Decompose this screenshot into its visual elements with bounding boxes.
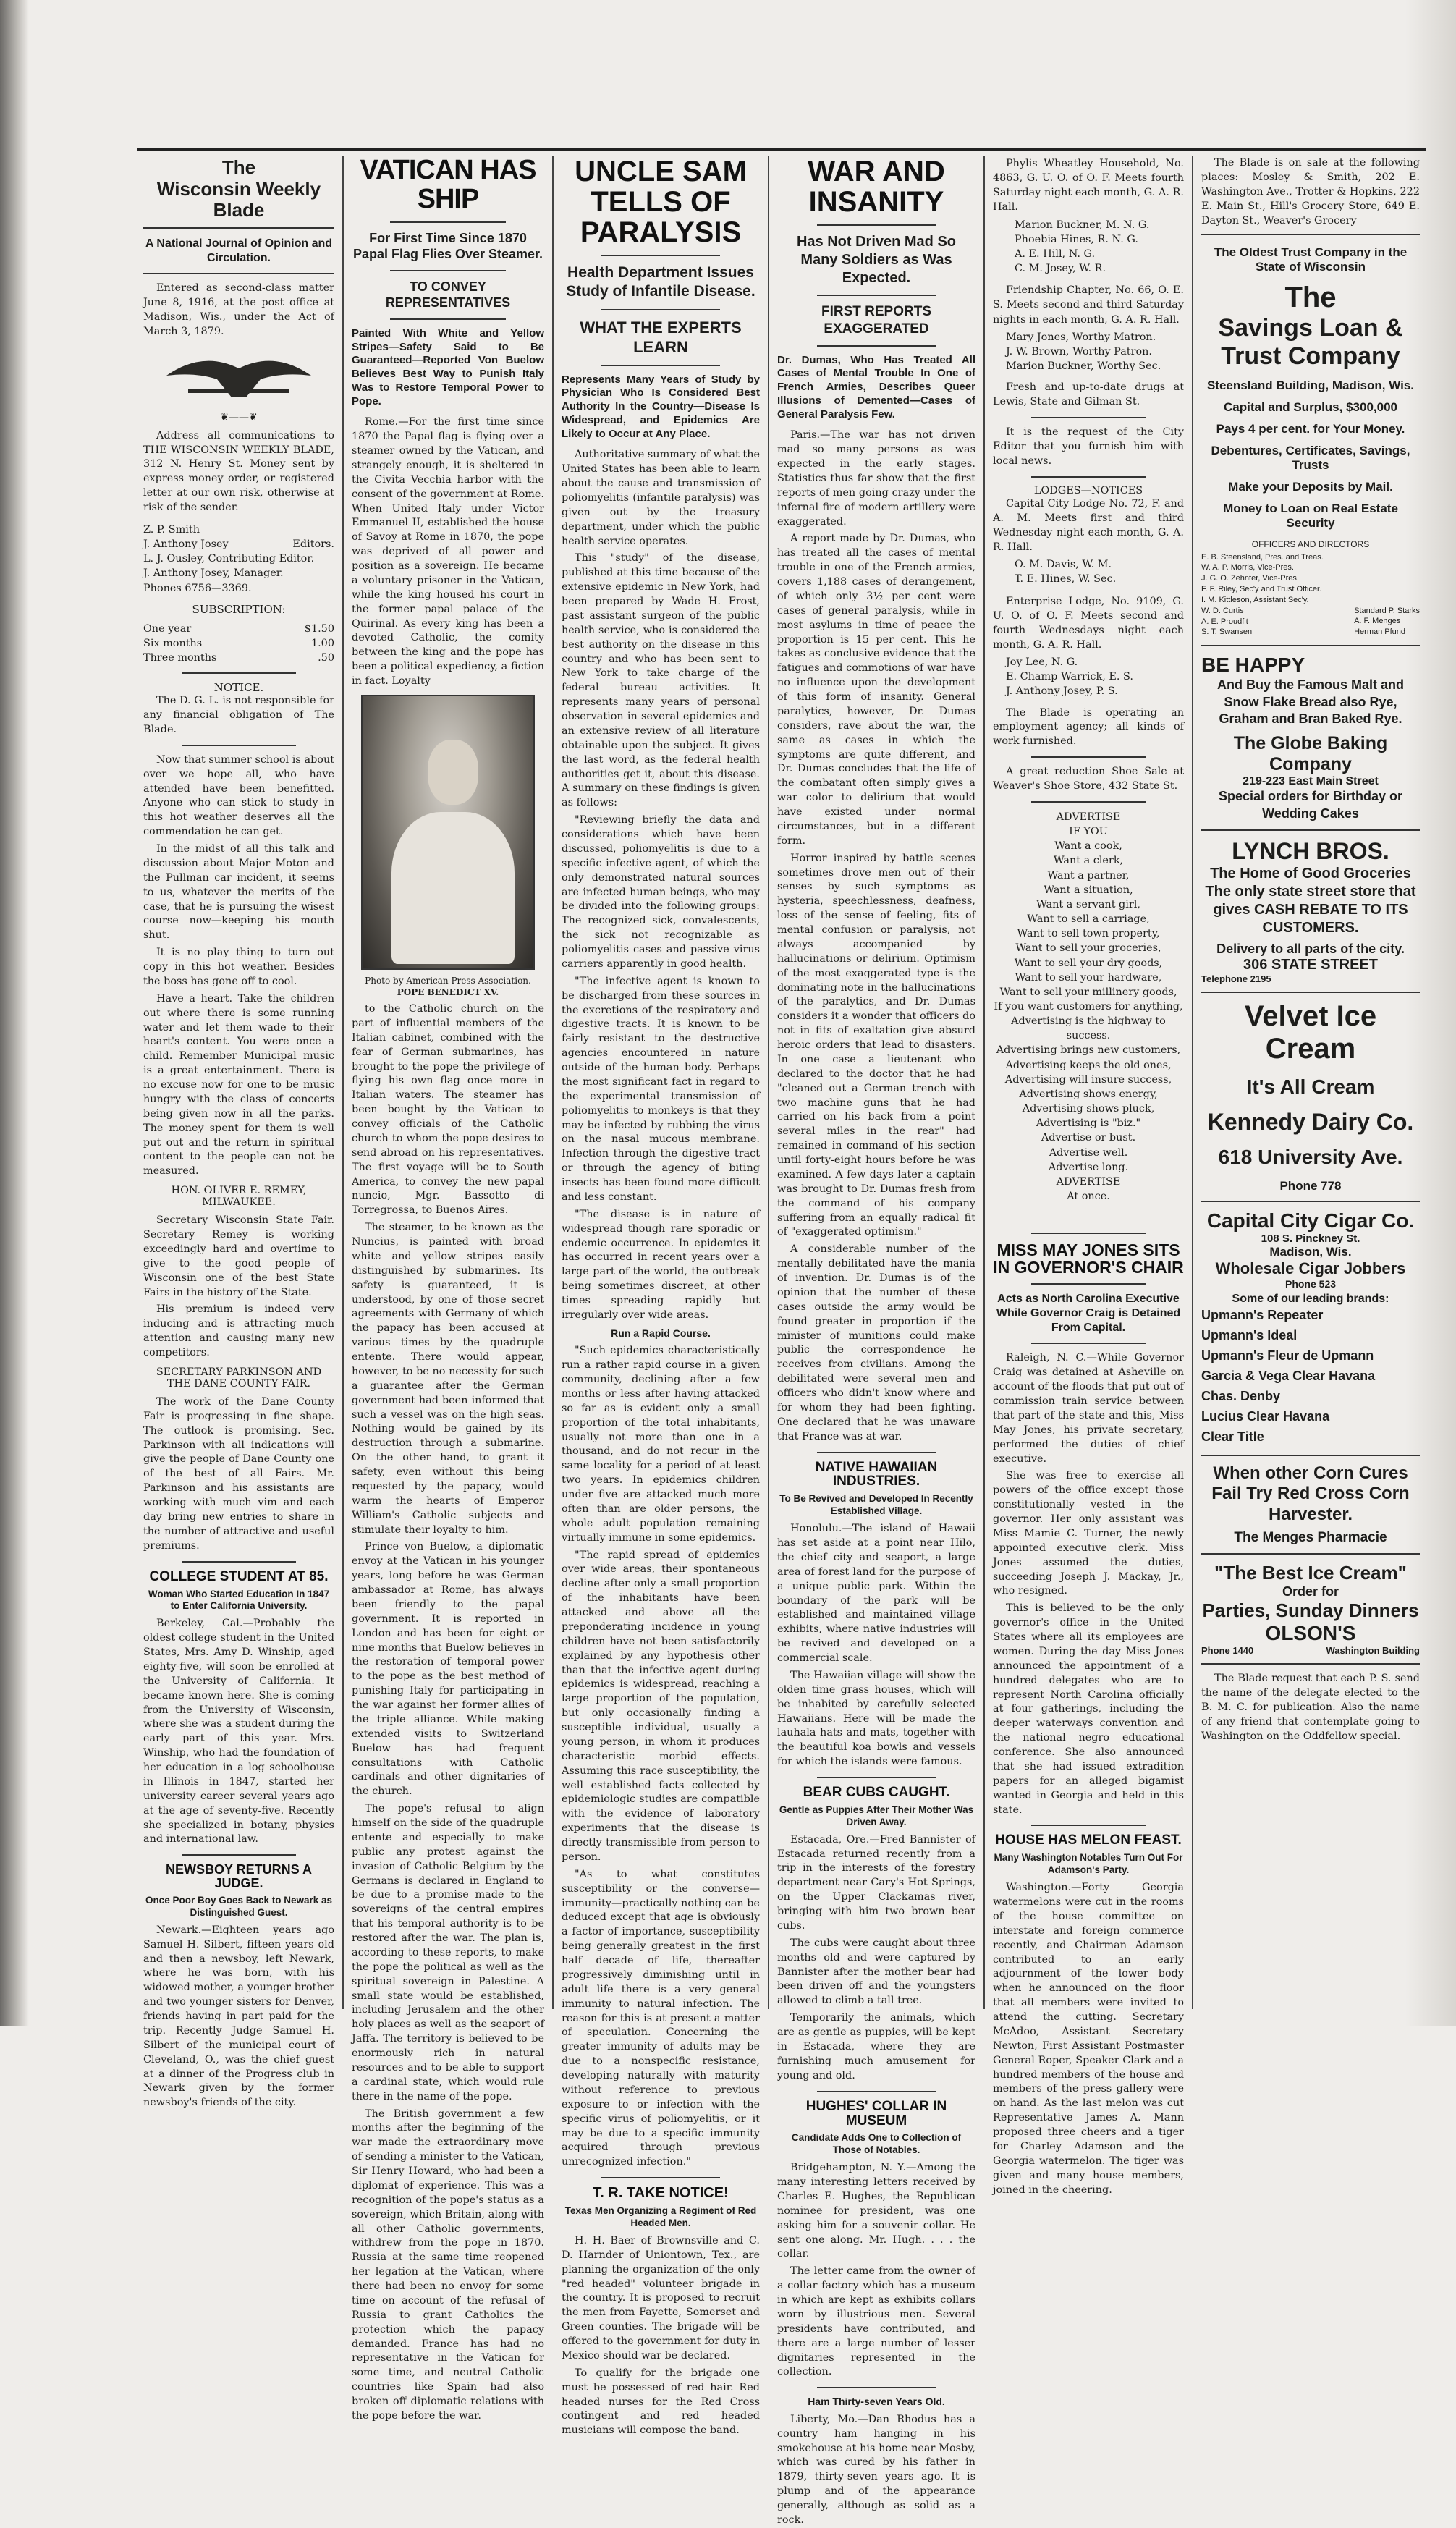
lodge-line: Marion Buckner, M. N. G.: [1015, 219, 1150, 231]
advertise-line: Advertising is the highway to success.: [1011, 1015, 1166, 1042]
advertise-line: Advertising is "biz.": [1036, 1117, 1141, 1130]
be-happy-heading: BE HAPPY: [1201, 654, 1305, 677]
bakery-name: The Globe Baking Company: [1233, 733, 1388, 775]
velvet-sub: It's All Cream: [1246, 1075, 1375, 1099]
column-vatican: [346, 155, 550, 2422]
lodge-line: J. W. Brown, Worthy Patron.: [1006, 345, 1152, 358]
pharmacy-name: The Menges Pharmacie: [1234, 1529, 1387, 1545]
lodge-line: Capital City Lodge No. 72, F. and A. M. Meets first and third Wednesday night each month, G. A. R. Hall.: [993, 497, 1184, 554]
column-war-insanity: [771, 156, 981, 2526]
delegate-request: The Blade request that each P. S. send the name of the delegate elected to the B. M. C. for publication. Also the name of any friend that contemplate going to Washington on the Oddfellow special.: [1201, 1673, 1420, 1742]
advertise-line: At once.: [1067, 1191, 1110, 1203]
advertise-line: Want to sell a carriage,: [1027, 913, 1150, 926]
advertise-line: Want to sell your millinery goods,: [999, 986, 1177, 998]
column-paralysis: [556, 156, 766, 2437]
hughes-deck: Candidate Adds One to Collection of Those of Notables.: [791, 2132, 962, 2156]
shoe-sale-notice: A great reduction Shoe Sale at Weaver's Shoe Store, 432 State St.: [993, 766, 1184, 792]
icecream-heading: "The Best Ice Cream": [1214, 1561, 1407, 1584]
notice-heading: NOTICE.: [213, 681, 264, 695]
hawaii-deck: To Be Revived and Developed In Recently Established Village.: [779, 1493, 973, 1517]
masthead-the: The: [221, 156, 256, 178]
trust-tagline: The Oldest Trust Company in the State of Wisconsin: [1214, 245, 1408, 274]
lynch-phone: Telephone 2195: [1201, 973, 1271, 985]
vatican-headline: VATICAN HAS SHIP: [360, 155, 536, 214]
war-subhead: Has Not Driven Mad So Many Soldiers as Was Expected.: [796, 234, 957, 286]
lodge-line: J. Anthony Josey, P. S.: [1006, 685, 1118, 698]
vatican-deck: Painted With White and Yellow Stripes—Safety Said to Be Guaranteed—Reported Von Buelow Believes Best Way to Punish Italy Was to Restore Temporal Power to Pope.: [352, 326, 544, 407]
officer-line: E. B. Steensland, Pres. and Treas.: [1201, 552, 1324, 562]
lodge-line: Phylis Wheatley Household, No. 4863, G. U. O. of O. F. Meets fourth Saturday night each month, G. A. R. Hall.: [993, 158, 1184, 214]
brands-list: [1201, 1306, 1420, 1447]
officer-line: Herman Pfund: [1354, 627, 1406, 637]
bakery-ad: [1201, 646, 1420, 831]
advertise-line: Want to sell your dry goods,: [1014, 957, 1163, 969]
staff-list: [143, 523, 334, 596]
advertise-line: Want to sell your groceries,: [1015, 942, 1161, 955]
photo-credit: Photo by American Press Association.: [365, 975, 531, 986]
advertise-line: Advertise or bust.: [1041, 1132, 1136, 1144]
hughes-headline: HUGHES' COLLAR IN MUSEUM: [805, 2098, 947, 2128]
brand-item: Upmann's Fleur de Upmann: [1201, 1348, 1374, 1364]
ornament-divider: ❦——❦: [220, 411, 258, 423]
newsboy-headline: NEWSBOY RETURNS A JUDGE.: [165, 1862, 313, 1891]
advertise-line: If you want customers for anything,: [994, 1001, 1183, 1013]
brand-item: Lucius Clear Havana: [1201, 1408, 1330, 1424]
subscription-row: One year $1.50: [143, 622, 334, 635]
paralysis-paragraph: "Reviewing briefly the data and considerations which have been discussed, poliomyelitis is due to a specific infective agent, of which the only demonstrated natural sources are infected human beings, who may be divided into the following groups: The recognized sick, convalescents, the sick not recognizable as poliomyelitis cases and passive virus carriers apparently in good health.: [562, 814, 760, 970]
officer-line: A. E. Proudfit: [1201, 617, 1248, 626]
drugs-notice: Fresh and up-to-date drugs at Lewis, State and Gilman St.: [993, 381, 1184, 408]
paralysis-subhead-2: WHAT THE EXPERTS LEARN: [580, 318, 742, 356]
paralysis-paragraph: "The infective agent is known to be discharged from these sources in the excretions of the respiratory and digestive tracts. It is known to be fairly resistant to the destructive agencies encountered in nature outside of the human body. Perhaps the most significant fact in regard to the experimental transmission of poliomyelitis to monkeys is that they may be infected by rubbing the virus on the nasal mucous membrane. Infection through the digestive tract or through the agency of biting insects has been found more difficult and less constant.: [562, 975, 760, 1203]
tr-paragraph: To qualify for the brigade one must be possessed of red hair. Red headed nurses for the Red Cross contingent and red headed musicians will compose the band.: [562, 2367, 760, 2437]
column-rule: [1192, 156, 1193, 2009]
paralysis-paragraph: "As to what constitutes susceptibility or the converse—immunity—practically nothing can be deduced except that age is obviously a factor of importance, susceptibility being generally greatest in the first half decade of life, thereafter progressively diminishing until in adult life there is a very general immunity to natural infection. The reason for this is at present a matter of speculation. Concerning the greater immunity of adults may be due to a nonspecific resistance, developing naturally with maturity without reference to previous exposure to or infection with the specific virus of poliomyelitis, or it may be due to a specific immunity acquired through previous unrecognized infection.": [562, 1868, 760, 2168]
trust-company-ad: [1201, 238, 1420, 646]
advertise-line: ADVERTISE: [1056, 1175, 1121, 1188]
cigar-city: Madison, Wis.: [1269, 1245, 1352, 1259]
war-headline: WAR AND INSANITY: [808, 156, 945, 218]
lodges-heading: LODGES—NOTICES: [1033, 484, 1143, 496]
hawaii-paragraph: The Hawaiian village will show the olden time grass houses, which will be inhabited by carefully selected Hawaiians. Here will be made the lauhala hats and mats, together with the beautiful koa bowls and vessels for which the islands were famous.: [777, 1669, 975, 1768]
subscription-heading: SUBSCRIPTION:: [192, 602, 286, 616]
advertise-block: [993, 810, 1184, 1204]
paralysis-headline: UNCLE SAM TELLS OF PARALYSIS: [575, 156, 747, 248]
advertise-line: Want a situation,: [1044, 884, 1133, 896]
entered-notice: Entered as second-class matter June 8, 1916, at the post office at Madison, Wis., under the Act of March 3, 1879.: [143, 282, 334, 337]
lynch-address: 306 STATE STREET: [1243, 957, 1378, 973]
run-course-subhead: Run a Rapid Course.: [611, 1327, 711, 1339]
editorial-paragraph: It is no play thing to turn out copy in this hot weather. Besides the boss has gone off to cool.: [143, 947, 334, 987]
advertise-line: Advertising will insure success,: [1004, 1073, 1172, 1086]
lodge-line: Joy Lee, N. G.: [1006, 656, 1078, 669]
parkinson-paragraph: The work of the Dane County Fair is progressing in fine shape. The outlook is promising. Sec. Parkinson with all indications will give the people of Dane County one of the best of all Fairs. Mr. Parkinson and his assistants are working with much vim and each day bring new entries to share in the number of attractive and useful premiums.: [143, 1395, 334, 1552]
jones-subhead: Acts as North Carolina Executive While Governor Craig is Detained From Capital.: [996, 1293, 1181, 1335]
trust-building: Steensland Building, Madison, Wis.: [1206, 378, 1415, 392]
masthead-subtitle: A National Journal of Opinion and Circulation.: [145, 237, 333, 265]
paralysis-paragraph: "The rapid spread of epidemics over wide areas, their spontaneous decline after only a small proportion of the inhabitants have been attacked and above all the preponderating incidence in young children have not been satisfactorily explained by any hypothesis other than that the infective agent during epidemics is widespread, reaching a large proportion of the population, but only occasionally finding a susceptible individual, usually a young person, in whom it produces characteristic morbid effects. Assuming this race susceptibility, the well established facts collected by epidemiologic studies are compatible with the evidence of laboratory experiments that the disease is directly transmissible from person to person.: [562, 1549, 760, 1863]
remey-paragraph: His premium is indeed very inducing and is attracting much attention and causing many new competitors.: [143, 1303, 334, 1359]
lodge-line: Enterprise Lodge, No. 9109, G. U. O. of O. F. Meets second and fourth Wednesdays night each month, G. A. R. Hall.: [993, 595, 1184, 651]
war-paragraph: Horror inspired by battle scenes sometimes drove men out of their senses by such symptoms as hysteria, speechlessness, deafness, loss of the sense of feeling, fits of mental confusion or paralysis, not always accompanied by hallucinations or delirium. Optimism of the most exaggerated type is the dominating note in the hallucinations of the paralytics, and Dr. Dumas considers it a wonder that officers do not in fits of exaltation give absurd heroic orders that lead to disasters. In one case a lieutenant who declared to the doctor that he had "cleaned out a German trench with two machine guns that he had carried on his back from a point several miles in the rear" had remained in command of his section until forty-eight hours before he was examined. A few days later a captain was brought to Dr. Dumas fresh from the command of his company suffering from an equally radical fit of "exaggerated optimism.": [777, 852, 975, 1238]
advertise-line: Advertise long.: [1048, 1161, 1129, 1173]
advertise-line: Advertising keeps the old ones,: [1005, 1059, 1172, 1071]
officer-line: Standard P. Starks: [1354, 606, 1420, 615]
jones-headline: MISS MAY JONES SITS IN GOVERNOR'S CHAIR: [993, 1240, 1184, 1277]
jones-paragraph: This is believed to be the only governor's office in the United States where all its employees are women. During the day Miss Jones announced the appointment of a hundred delegates who are to represent North Carolina officially at four gatherings, including the deeper waterways convention and the national negro educational conference. She also announced that she had issued extradition papers for an alleged bigamist wanted in Georgia and held in this state.: [993, 1602, 1184, 1816]
editorial-paragraph: Now that summer school is about over we hope all, who have attended have been benefitted. Anyone who can stick to study in this hot weather deserves all the commendation he can get.: [143, 753, 334, 838]
advertise-line: Want a clerk,: [1053, 855, 1124, 867]
newsboy-paragraph: Newark.—Eighteen years ago Samuel H. Silbert, fifteen years old and then a newsboy, left Newark, where he was born, with his widowed mother, a younger brother and two younger sisters for Denver, friends having in part paid for the trip. Recently Judge Samuel H. Silbert of the municipal court of Cleveland, O., was the chief guest at a dinner of the Progress club in Newark given by the former newsboy's friends of the city.: [143, 1924, 334, 2109]
melon-headline: HOUSE HAS MELON FEAST.: [995, 1832, 1182, 1848]
paralysis-paragraph: "Such epidemics characteristically run a rather rapid course in a given community, declining after a few months or less after having attacked so far as is evident only a small proportion of the total inhabitants, usually not more than one in a thousand, and do not recur in the same locality for a period of at least two years. In epidemics children under five are attacked much more often than are older persons, the whole adult population remaining virtually immune in some epidemics.: [562, 1345, 760, 1544]
officer-line: A. F. Menges: [1354, 617, 1401, 626]
velvet-phone: Phone 778: [1279, 1179, 1342, 1193]
tr-deck: Texas Men Organizing a Regiment of Red Headed Men.: [564, 2205, 757, 2228]
newspaper-page: [137, 148, 1426, 2526]
officer-line: F. F. Riley, Sec'y and Trust Officer.: [1201, 585, 1322, 594]
vatican-paragraph: Prince von Buelow, a diplomatic envoy at the Vatican in his younger years, long before he was German ambassador at Rome, has always been friendly to the papal government. It is reported in London and has been for eight or nine months that Buelow believes in the restoration of temporal power to the pope as the best method of punishing Italy for participating in the war against her former allies of the triple alliance. While making extended visits to Switzerland Buelow has had frequent consultations with Catholic cardinals and other dignitaries of the church.: [352, 1541, 544, 1798]
vatican-paragraph: The steamer, to be known as the Nuncius, is painted with broad white and yellow stripes easily distinguished by submarines. Its safety is guaranteed, it is understood, by one of those secret agreements with Germany of which the papacy has been accused at various times by the quadruple entente. There would appear, however, to be no necessity for such a guarantee after the German government had been informed that such a vessel was on the high seas. Nothing would be gained by its destruction through a submarine. On the other hand, to grant it safety, even without this being requested by the papacy, would warm the hearts of Emperor William's Catholic subjects and stimulate their loyalty to him.: [352, 1222, 544, 1536]
officers-list: [1201, 552, 1420, 638]
lodges-list: [993, 496, 1184, 699]
lodge-line: C. M. Josey, W. R.: [1015, 263, 1106, 275]
remey-paragraph: Secretary Wisconsin State Fair. Secretary Remey is working exceedingly hard and overtime to give to the good people of Wisconsin one of the best State Fairs in the history of the State.: [143, 1214, 334, 1298]
advertise-line: Advertise well.: [1049, 1146, 1128, 1159]
ham-paragraph: Liberty, Mo.—Dan Rhodus has a country ham hanging in his smokehouse at his home near Mosby, which was cured by his father in 1879, thirty-seven years ago. It is plump and of the appearance generally, although as solid as a rock.: [777, 2413, 975, 2526]
staff-line: Z. P. Smith: [143, 523, 200, 536]
column-masthead: [137, 156, 340, 2109]
trust-loan: Money to Loan on Real Estate Security: [1223, 501, 1398, 530]
officer-line: J. G. O. Zehnter, Vice-Pres.: [1201, 574, 1299, 583]
brand-item: Chas. Denby: [1201, 1388, 1281, 1403]
lynch-ad: [1201, 831, 1420, 993]
bear-deck: Gentle as Puppies After Their Mother Was Driven Away.: [779, 1804, 974, 1827]
bakery-address: 219-223 East Main Street: [1243, 775, 1379, 788]
column-advertisements: [1195, 156, 1426, 2009]
icecream-parties: Parties, Sunday Dinners: [1202, 1599, 1419, 1621]
corn-heading: When other Corn Cures Fail Try Red Cross Corn Harvester.: [1211, 1463, 1410, 1525]
advertise-line: Want to sell your hardware,: [1015, 971, 1162, 984]
vatican-paragraph: to the Catholic church on the part of influential members of the Italian cabinet, combined with the fear of German submarines, has brought to the pope the privilege of flying his own flag once more in Italian waters. The steamer has been bought by the Vatican to convey officials of the Catholic church to whom the pope desires to send abroad on his representatives. The first voyage will be to South America, to convey the new papal nuncio, Mgr. Bassotto di Torregrossa, to Buenos Aires.: [352, 1003, 544, 1217]
paralysis-subhead: Health Department Issues Study of Infantile Disease.: [566, 264, 755, 300]
advertise-line: Advertising shows energy,: [1019, 1088, 1158, 1100]
staff-line: J. Anthony Josey Editors.: [143, 538, 334, 551]
officer-line: S. T. Swansen: [1201, 627, 1253, 637]
college-headline: COLLEGE STUDENT AT 85.: [149, 1568, 329, 1584]
melon-deck: Many Washington Notables Turn Out For Adamson's Party.: [994, 1852, 1183, 1876]
column-rule: [552, 156, 554, 2009]
lynch-heading: LYNCH BROS.: [1232, 838, 1389, 865]
parkinson-heading: SECRETARY PARKINSON AND THE DANE COUNTY FAIR.: [156, 1366, 322, 1390]
velvet-address: 618 University Ave.: [1218, 1146, 1403, 1169]
officer-line: W. A. P. Morris, Vice-Pres.: [1201, 563, 1294, 572]
column-rule: [983, 156, 985, 2009]
melon-paragraph: Washington.—Forty Georgia watermelons were cut in the rooms of the house committee on interstate and foreign commerce recently, and Chairman Adamson contributed to an early adjournment of the lower body when he announced on the floor that all members were invited to attend the cutting. Secretary McAdoo, Assistant Secretary Newton, First Assistant Postmaster General Roper, Speaker Clark and a hundred members of the house and members of the press gallery were on hand. As the last melon was cut Representative James A. Mann proposed three cheers and a tiger for Charley Adamson and the Georgia watermelon. The tiger was given and many house members, joined in the cheering.: [993, 1882, 1184, 2196]
column-rule: [342, 156, 344, 2009]
brand-item: Upmann's Ideal: [1201, 1328, 1298, 1343]
lodge-list: [993, 156, 1184, 373]
staff-line: J. Anthony Josey, Manager.: [143, 567, 284, 580]
bakery-special: Special orders for Birthday or Wedding Cakes: [1218, 789, 1403, 821]
column-rule: [768, 156, 769, 2009]
advertise-line: Want a servant girl,: [1036, 898, 1140, 910]
paralysis-deck: Represents Many Years of Study by Physician Who Is Considered Best Authority In the Country—Disease Is Widespread, and Epidemics Are Likely to Occur at Any Place.: [562, 373, 760, 440]
advertise-line: Want a cook,: [1054, 840, 1122, 853]
cigar-ad: [1201, 1202, 1420, 1455]
vatican-paragraph: Rome.—For the first time since 1870 the Papal flag is flying over a steamer owned by the Vatican, and strangely enough, it is sheltered in the Civita Vecchia harbor with the consent of the government at Rome. When United Italy under Victor Emmanuel II, established the house of Savoy at Rome in 1870, the pope was deprived of all power and position as a sovereign. He became a voluntary prisoner in the Vatican, while the king housed his court in the former papal palace of the Quirinal. As every king has been a devoted Catholic, the comity between the king and the pope has been a political expediency, a fiction in fact. Loyalty: [352, 416, 544, 688]
olsons-ad: [1201, 1555, 1420, 1665]
address-notice: Address all communications to THE WISCONSIN WEEKLY BLADE, 312 N. Henry St. Money sent by express money order, or registered letter at our own risk, otherwise at risk of the sender.: [143, 429, 334, 514]
advertise-line: Advertising brings new customers,: [996, 1044, 1181, 1057]
trust-capital: Capital and Surplus, $300,000: [1224, 400, 1397, 414]
lodge-line: Phoebia Hines, R. N. G.: [1015, 233, 1138, 245]
velvet-ad: [1201, 993, 1420, 1202]
vatican-paragraph: The British government a few months after the beginning of the war made the extraordinary move of sending a minister to the Vatican, Sir Henry Howard, who had been a diplomat of experience. This was a recognition of the pope's status as a sovereign, which Britain, along with all other Catholic governments, withdrew from the pope in 1870. Russia at the same time reopened her legation at the Vatican, where there had been no envoy for some time on account of the refusal of Russia to grant Catholics the protection which the papacy demanded. France has had no representative in the Vatican for some time, and neutral Catholic countries like Spain had also broken off diplomatic relations with the pope before the war.: [352, 2108, 544, 2422]
hawaii-paragraph: Honolulu.—The island of Hawaii has set aside at a point near Hilo, the chief city and seaport, a large area of forest land for the purpose of a unique public park. Within the boundary of the park will be established and maintained village exhibits, where native industries will be revived and developed on a commercial scale.: [777, 1523, 975, 1664]
advertise-line: IF YOU: [1069, 826, 1108, 838]
vatican-paragraph: The pope's refusal to align himself on the side of the quadruple entente and especially to make public any protest against the invasion of Catholic Belgium by the Germans is declared in England to be due to a promise made to the sovereigns of the central empires that his temporal authority is to be restored after the war. The plan is, according to these reports, to make the pope the political as well as the spiritual sovereign in Palestine. A small state would be established, including Jerusalem and the other holy places as well as the seaport of Jaffa. The territory is believed to be enormously rich in natural resources and to be able to support a cardinal state, which would rule there in the name of the pope.: [352, 1803, 544, 2102]
editor-request: It is the request of the City Editor that you furnish him with local news.: [993, 426, 1184, 467]
war-deck: Dr. Dumas, Who Has Treated All Cases of Mental Trouble In One of French Armies, Describes Queer Illusions of Demented—Cases of General Paralysis Few.: [777, 353, 975, 420]
paralysis-paragraph: This "study" of the disease, published at this time because of the extensive epidemic in New York, had been prepared by Wade H. Frost, past assistant surgeon of the public health service, who is considered the best authority on the disease in this country and who has been sent to New York to take charge of the federal bureau activities. It represents many years of personal observation in several epidemics and an extensive review of all literature obtainable upon the subject. It gives the last word, as the federal health authorities get it, about this disease. A summary on these findings is given as follows:: [562, 552, 760, 809]
advertise-heading: ADVERTISE: [1056, 811, 1121, 823]
masthead-title: Wisconsin Weekly Blade: [156, 178, 321, 221]
pope-portrait-image: [361, 695, 535, 970]
bear-headline: BEAR CUBS CAUGHT.: [803, 1785, 950, 1800]
tr-paragraph: H. H. Baer of Brownsville and C. D. Harnder of Uniontown, Tex., are planning the organization of the only "red headed" volunteer brigade in the country. It is proposed to recruit the men from Fayette, Somerset and Green counties. The brigade will be offered to the government for duty in Mexico should war be declared.: [562, 2234, 760, 2362]
hawaii-headline: NATIVE HAWAIIAN INDUSTRIES.: [815, 1459, 938, 1489]
brands-heading: Some of our leading brands:: [1232, 1293, 1389, 1306]
lodge-line: Friendship Chapter, No. 66, O. E. S. Meets second and third Saturday nights in each month, G. A. R. Hall.: [993, 284, 1184, 326]
brand-item: Clear Title: [1201, 1429, 1264, 1444]
advertise-line: Want a partner,: [1047, 869, 1130, 882]
lodge-line: E. Champ Warrick, E. S.: [1006, 671, 1133, 683]
bear-paragraph: The cubs were caught about three months old and were captured by Bannister after the mother bear had been driven off and the youngsters allowed to climb a tall tree.: [777, 1937, 975, 2007]
hughes-paragraph: Bridgehampton, N. Y.—Among the many interesting letters received by Charles E. Hughes, the Republican nominee for president, was one asking him for a souvenir collar. He sent one along. Mr. Hugh. . . . the collar.: [777, 2162, 975, 2260]
lynch-delivery: Delivery to all parts of the city.: [1216, 942, 1405, 957]
staff-line: L. J. Ousley, Contributing Editor.: [143, 553, 315, 565]
advertise-line: Want to sell town property,: [1017, 928, 1160, 940]
employment-notice: The Blade is operating an employment agency; all kinds of work furnished.: [993, 706, 1184, 748]
cigar-wholesale: Wholesale Cigar Jobbers: [1215, 1259, 1406, 1278]
brand-item: Upmann's Repeater: [1201, 1308, 1324, 1323]
velvet-heading: Velvet Ice Cream: [1244, 1000, 1377, 1065]
trust-mail: Make your Deposits by Mail.: [1228, 479, 1393, 494]
subscription-table: [143, 622, 334, 665]
bear-paragraph: Estacada, Ore.—Fred Bannister of Estacada returned recently from a trip in the interests of the forestry department near Cary's Hot Springs, on the Upper Clackamas river, bringing with him two brown bear cubs.: [777, 1833, 975, 1932]
lodge-line: Marion Buckner, Worthy Sec.: [1006, 360, 1161, 373]
icecream-company: OLSON'S: [1265, 1622, 1356, 1645]
trust-pays: Pays 4 per cent. for Your Money.: [1216, 421, 1405, 436]
war-subhead-2: FIRST REPORTS EXAGGERATED: [821, 304, 931, 337]
vatican-subhead: For First Time Since 1870 Papal Flag Flies Over Steamer.: [352, 230, 543, 262]
trust-the: The: [1284, 282, 1337, 314]
college-deck: Woman Who Started Education In 1847 to Enter California University.: [148, 1588, 330, 1612]
icecream-footer: Phone 1440 Washington Building: [1201, 1645, 1420, 1657]
brand-item: Garcia & Vega Clear Havana: [1201, 1368, 1376, 1383]
cigar-heading: Capital City Cigar Co.: [1206, 1209, 1415, 1233]
paralysis-paragraph: Authoritative summary of what the United States has been able to learn about the cause and transmission of poliomyelitis (infantile paralysis) was given out by the treasury department, under which the public health service operates.: [562, 449, 760, 547]
bear-paragraph: Temporarily the animals, which are as gentle as puppies, will be kept in Estacada, where they are furnishing much amusement for young and old.: [777, 2012, 975, 2081]
lynch-text: The Home of Good Groceries The only state street store that gives CASH REBATE TO ITS CUSTOMERS.: [1205, 866, 1416, 937]
sale-locations: The Blade is on sale at the following places: Mosley & Smith, 202 E. Washington Ave., Trotter & Hopkins, 222 E. Main St., Hill's Grocery Store, 649 E. Dayton St., Weaver's Grocery: [1201, 156, 1420, 235]
staff-line: Phones 6756—3369.: [143, 582, 252, 594]
bread-text: And Buy the Famous Malt and Snow Flake Bread also Rye, Graham and Bran Baked Rye.: [1216, 677, 1404, 727]
lodge-line: T. E. Hines, W. Sec.: [1015, 573, 1117, 586]
corn-cure-ad: [1201, 1456, 1420, 1555]
vatican-subhead-2: TO CONVEY REPRESENTATIVES: [385, 279, 511, 310]
subscription-row: Six months 1.00: [143, 637, 334, 649]
icecream-order: Order for: [1282, 1584, 1339, 1599]
editorial-paragraph: In the midst of all this talk and discussion about Major Moton and the Pullman car incident, it seems to us, whatever the merits of the case, that he is pursuing the wisest course now—keeping his mouth shut.: [143, 843, 334, 942]
trust-name: Savings Loan & Trust Company: [1218, 314, 1403, 371]
column-lodges: [987, 156, 1190, 2196]
eagle-emblem-icon: [159, 347, 318, 405]
war-paragraph: Paris.—The war has not driven mad so many persons as was expected in the early stages. Statistics thus far show that the first reports of men going crazy under the infernal fire of modern artillery were exaggerated.: [777, 429, 975, 528]
trust-debentures: Debentures, Certificates, Savings, Trusts: [1211, 443, 1410, 472]
officer-line: I. M. Kittleson, Assistant Sec'y.: [1201, 595, 1309, 604]
notice-text: The D. G. L. is not responsible for any financial obligation of The Blade.: [143, 695, 334, 735]
college-paragraph: Berkeley, Cal.—Probably the oldest college student in the United States, Mrs. Amy D. Winship, aged eighty-five, will soon be enrolled at the University of California. It became known here. She is coming from the University of Wisconsin, where she was a student during the early part of this year. Mrs. Winship, who had the foundation of her education in a log schoolhouse in Illinois in 1847, started her university career several years ago at the age of seventy-five. Recently she specialized in botany, physics and international law.: [143, 1618, 334, 1846]
cigar-address: 108 S. Pinckney St.: [1261, 1233, 1360, 1246]
war-paragraph: A report made by Dr. Dumas, who has treated all the cases of mental trouble in one of the French armies, covers 1,188 cases of derangement, of which only 3½ per cent were cases of general paralysis, while in most asylums in time of peace the proportion is 15 per cent. This he takes as conclusive evidence that the fatigues and commotions of war have no influence upon the development of this form of insanity. General paralytics, however, Dr. Dumas considers, rave about the war, the same as cases in which the symptoms are quite different, and Dr. Dumas concludes that the life of the combatant often simply gives a war color to delirium that would have existed under normal circumstances, but in a different form.: [777, 533, 975, 847]
newsboy-deck: Once Poor Boy Goes Back to Newark as Distinguished Guest.: [145, 1895, 333, 1918]
hughes-paragraph: The letter came from the owner of a collar factory which has a museum in which are kept as exhibits collars worn by illustrious men. Several presidents have contributed, and there are a large number of lesser dignitaries represented in the collection.: [777, 2265, 975, 2378]
jones-paragraph: She was free to exercise all powers of the office except those constitutionally vested in the governor. Her only assistant was Miss Mamie C. Turner, the newly appointed executive clerk. Miss Jones assumed the duties, succeeding Joseph J. Mackay, Jr., who resigned.: [993, 1470, 1184, 1597]
lodge-line: Mary Jones, Worthy Matron.: [1006, 331, 1156, 343]
lodge-line: O. M. Davis, W. M.: [1015, 559, 1112, 571]
officers-heading: OFFICERS AND DIRECTORS: [1251, 538, 1370, 549]
remey-heading: HON. OLIVER E. REMEY, MILWAUKEE.: [171, 1185, 307, 1209]
subscription-row: Three months .50: [143, 652, 334, 664]
page-edge-shadow: [0, 0, 29, 2026]
ham-headline: Ham Thirty-seven Years Old.: [808, 2396, 945, 2408]
tr-headline: T. R. TAKE NOTICE!: [593, 2185, 729, 2202]
jones-paragraph: Raleigh, N. C.—While Governor Craig was detained at Asheville on account of the floods that put out of commission train service between that part of the state and this, Miss May Jones, his private secretary, performed the duties of chief executive.: [993, 1352, 1184, 1465]
advertise-line: Advertising shows pluck,: [1022, 1103, 1155, 1115]
editorial-paragraph: Have a heart. Take the children out where there is some running water and let them wade to their heart's content. You were once a child. Remember Municipal music is a great entertainment. There is no excuse now for one to be music hungry with the class of concerts being given now in all the parks. The money spent for them is well put out and the return in spiritual content to the people can not be measured.: [143, 992, 334, 1178]
paralysis-paragraph: "The disease is in nature of widespread though rare sporadic or endemic occurrence. In epidemics it has occurred in recent years over a large part of the world, the outbreak being sometimes discreet, at other times spreading rapidly but irregularly over wide areas.: [562, 1208, 760, 1321]
war-paragraph: A considerable number of the mentally debilitated have the mania of invention. Dr. Dumas is of the opinion that the number of these cases outside the army would be found greater in proportion if the minister of munitions could make public the correspondence he receives from civilians. Among the debilitated were several men and officers who didn't know where and for whom they had been fighting. One declared that he was unaware that France was at war.: [777, 1243, 975, 1442]
cigar-phone: Phone 523: [1284, 1278, 1337, 1290]
velvet-company: Kennedy Dairy Co.: [1207, 1109, 1414, 1136]
lodge-line: A. E. Hill, N. G.: [1015, 248, 1096, 260]
officer-line: W. D. Curtis: [1201, 606, 1244, 615]
photo-caption: POPE BENEDICT XV.: [397, 986, 499, 997]
